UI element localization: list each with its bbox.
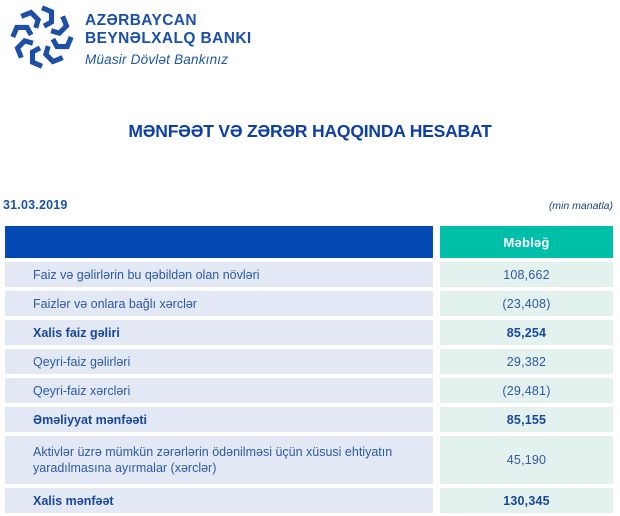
row-value: 85,155 <box>440 407 613 432</box>
bank-name-line1: AZƏRBAYCAN <box>85 12 197 29</box>
header-amount-cell: Məbləğ <box>440 226 613 258</box>
row-label: Faizlər və onlara bağlı xərclər <box>5 291 433 316</box>
table-header-row <box>5 226 613 258</box>
report-date: 31.03.2019 <box>3 198 68 212</box>
table-body <box>5 262 613 513</box>
row-label: Əməliyyat mənfəəti <box>5 407 433 432</box>
table-row <box>5 262 613 287</box>
unit-note: (min manatla) <box>548 200 613 212</box>
table-row <box>5 407 613 432</box>
report-meta <box>3 198 613 212</box>
row-label: Aktivlər üzrə mümkün zərərlərin ödənilməsi üçün xüsusi ehtiyatın yaradılmasına ayırmalar (xərclər) <box>5 436 433 484</box>
table-row <box>5 291 613 316</box>
bank-header <box>8 3 252 71</box>
table-row <box>5 488 613 513</box>
bank-identity <box>85 3 252 67</box>
iba-star-knot-icon <box>8 3 76 71</box>
report-title: MƏNFƏƏT VƏ ZƏRƏR HAQQINDA HESABAT <box>128 121 492 141</box>
bank-name-line2: BEYNƏLXALQ BANKI <box>85 29 252 47</box>
row-label: Qeyri-faiz xərcləri <box>5 378 433 403</box>
bank-name <box>85 12 252 47</box>
row-value: 130,345 <box>440 488 613 513</box>
row-label: Xalis mənfəət <box>5 488 433 513</box>
profit-loss-table <box>5 226 613 513</box>
row-value: (23,408) <box>440 291 613 316</box>
row-value: 85,254 <box>440 320 613 345</box>
row-label: Xalis faiz gəliri <box>5 320 433 345</box>
table-row <box>5 349 613 374</box>
header-label-cell <box>5 226 433 258</box>
table-row <box>5 320 613 345</box>
row-label: Qeyri-faiz gəlirləri <box>5 349 433 374</box>
row-value: 29,382 <box>440 349 613 374</box>
table-row <box>5 378 613 403</box>
table-row <box>5 436 613 484</box>
row-label: Faiz və gəlirlərin bu qəbildən olan növləri <box>5 262 433 287</box>
bank-tagline: Müasir Dövlət Bankınız <box>85 52 229 67</box>
row-value: 45,190 <box>440 436 613 484</box>
row-value: 108,662 <box>440 262 613 287</box>
row-value: (29,481) <box>440 378 613 403</box>
